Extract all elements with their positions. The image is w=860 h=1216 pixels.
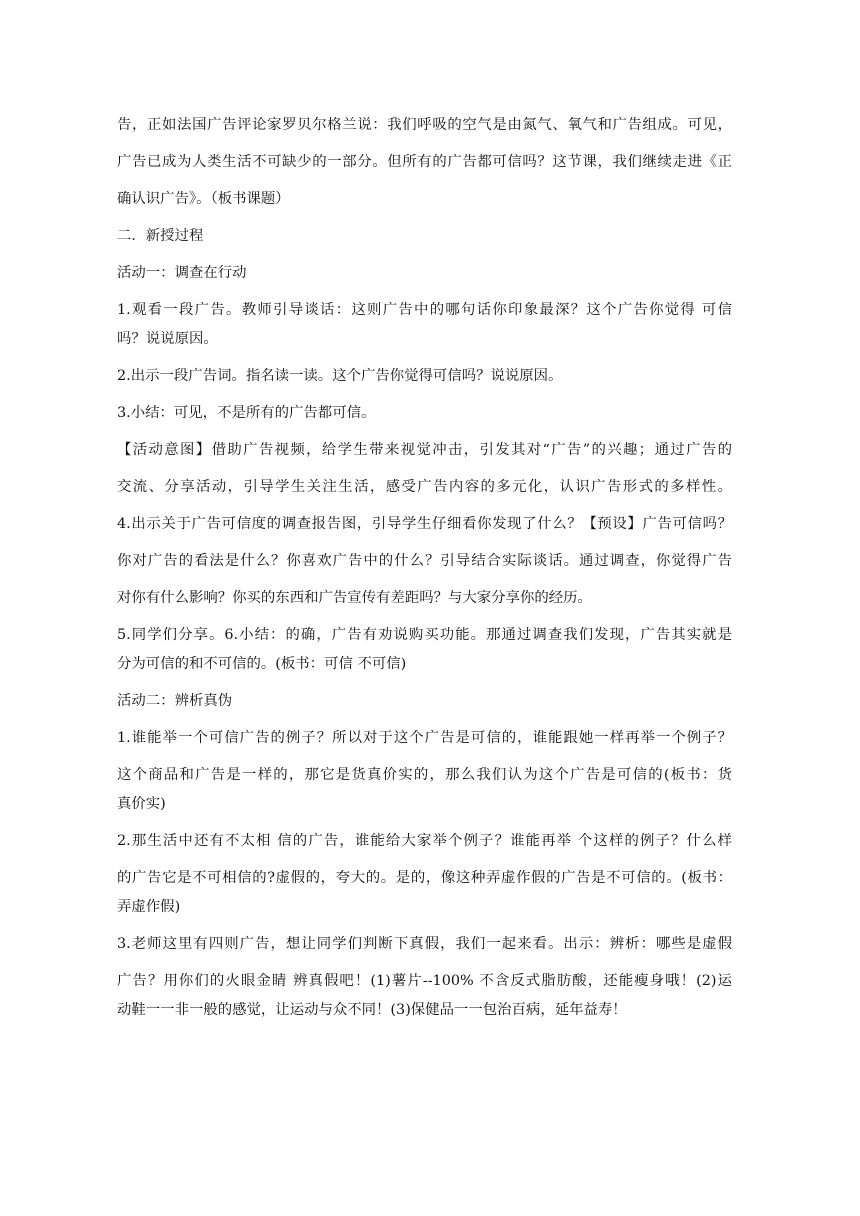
text-line: 交流、分享活动，引导学生关注生活，感受广告内容的多元化，认识广告形式的多样性。 — [117, 479, 732, 495]
paragraph-activity-intent — [117, 441, 732, 496]
text-line: 的广告它是不可相信的?虚假的，夸大的。是的，像这种弄虚作假的广告是不可信的。(板书： — [117, 870, 732, 886]
text-line: 弄虚作假) — [117, 899, 181, 915]
paragraph-step-3: 3.小结：可见，不是所有的广告都可信。 — [117, 405, 376, 421]
text-line: 告，正如法国广告评论家罗贝尔格兰说：我们呼吸的空气是由氮气、氧气和广告组成。可见， — [117, 117, 732, 133]
document-page — [117, 116, 732, 1019]
text-line: 广告？用你们的火眼金睛 辨真假吧！(1)薯片--100% 不含反式脂肪酸，还能瘦身哦！(2)运 — [117, 973, 732, 989]
text-line: 吗？说说原因。 — [117, 331, 218, 347]
section-heading: 二．新授过程 — [117, 228, 204, 244]
paragraph-step-2: 2.出示一段广告词。指名读一读。这个广告你觉得可信吗？说说原因。 — [117, 368, 563, 384]
text-line: 对你有什么影响？你买的东西和广告宣传有差距吗？与大家分享你的经历。 — [117, 590, 592, 606]
paragraph-step-1 — [117, 301, 732, 348]
activity-heading: 活动二：辨析真伪 — [117, 693, 233, 709]
activity-heading: 活动一：调查在行动 — [117, 265, 247, 281]
text-line: 真价实) — [117, 796, 166, 812]
text-line: 5.同学们分享。6.小结：的确，广告有劝说购买功能。那通过调查我们发现，广告其实就是 — [117, 627, 732, 643]
text-line: 广告已成为人类生活不可缺少的一部分。但所有的广告都可信吗？这节课，我们继续走进《正 — [117, 154, 732, 170]
text-line: 【活动意图】借助广告视频，给学生带来视觉冲击，引发其对“广告”的兴趣；通过广告的 — [117, 442, 732, 458]
paragraph-step-4 — [117, 515, 732, 607]
paragraph-step-5 — [117, 626, 732, 673]
text-line: 1.观看一段广告。教师引导谈话：这则广告中的哪句话你印象最深？这个广告你觉得 可信 — [117, 302, 732, 318]
text-line: 1.谁能举一个可信广告的例子？所以对于这个广告是可信的，谁能跟她一样再举一个例子？ — [117, 730, 732, 746]
text-line: 你对广告的看法是什么？你喜欢广告中的什么？引导结合实际谈话。通过调查，你觉得广告 — [117, 553, 732, 569]
text-line: 这个商品和广告是一样的，那它是货真价实的，那么我们认为这个广告是可信的(板书：货 — [117, 767, 732, 783]
paragraph-intro — [117, 116, 732, 208]
text-line: 2.那生活中还有不太相 信的广告，谁能给大家举个例子？谁能再举 个这样的例子？什么样 — [117, 833, 732, 849]
text-line: 确认识广告》。（板书课题） — [117, 191, 290, 207]
paragraph-discern-2 — [117, 832, 732, 916]
paragraph-discern-1 — [117, 729, 732, 813]
text-line: 动鞋一一非一般的感觉，让运动与众不同！(3)保健品一一包治百病，延年益寿！ — [117, 1002, 627, 1018]
paragraph-discern-3 — [117, 935, 732, 1019]
text-line: 分为可信的和不可信的。(板书：可信 不可信) — [117, 656, 407, 672]
text-line: 4.出示关于广告可信度的调查报告图，引导学生仔细看你发现了什么？【预设】广告可信吗？ — [117, 516, 732, 532]
text-line: 3.老师这里有四则广告，想让同学们判断下真假，我们一起来看。出示：辨析：哪些是虚假 — [117, 936, 732, 952]
